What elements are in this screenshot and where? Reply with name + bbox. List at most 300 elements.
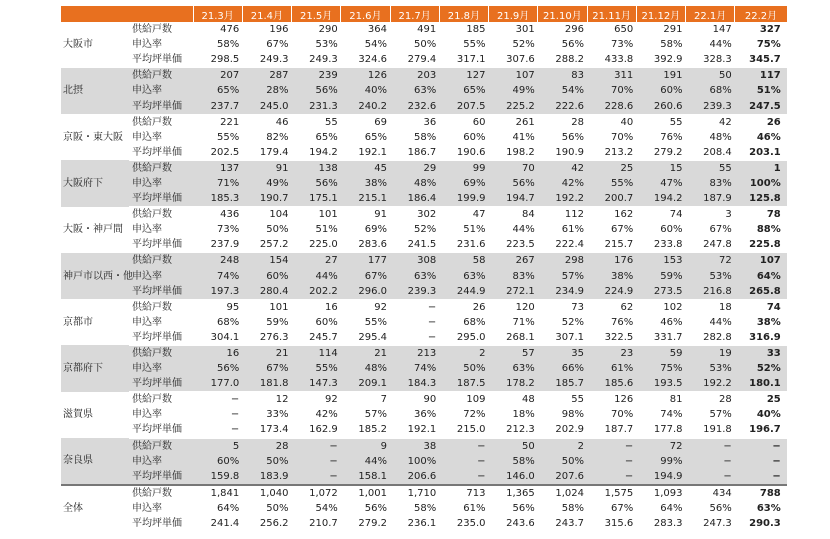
table-cell: 112 — [538, 207, 587, 223]
table-cell: 364 — [341, 22, 390, 37]
metric-label: 平均坪単価 — [129, 237, 193, 253]
metric-label: 平均坪単価 — [129, 52, 193, 68]
header-corner-metric — [129, 6, 193, 22]
table-cell: 1,001 — [341, 485, 390, 501]
table-cell: 56% — [341, 501, 390, 516]
table-cell: 49% — [242, 176, 291, 191]
table-cell: − — [193, 407, 242, 422]
table-cell: 187.7 — [587, 422, 636, 438]
table-cell: 198.2 — [489, 145, 538, 161]
table-cell: 304.1 — [193, 330, 242, 346]
region-group — [61, 438, 787, 485]
table-row — [61, 269, 787, 284]
table-cell: 107 — [735, 253, 787, 269]
table-cell: 287 — [242, 68, 291, 84]
metric-label: 申込率 — [129, 37, 193, 52]
table-cell: − — [439, 469, 488, 485]
table-cell: 247.3 — [686, 516, 735, 532]
region-name: 大阪府下 — [61, 160, 129, 206]
header-month: 21.3月 — [193, 6, 242, 22]
table-cell: 27 — [292, 253, 341, 269]
table-cell: 68% — [439, 315, 488, 330]
table-cell: 50% — [242, 222, 291, 237]
table-cell: 38% — [587, 269, 636, 284]
table-cell: 56% — [538, 37, 587, 52]
table-cell: 298.5 — [193, 52, 242, 68]
table-cell: 91 — [341, 207, 390, 223]
metric-label: 申込率 — [129, 407, 193, 422]
table-cell: 28 — [686, 392, 735, 408]
table-cell: 222.4 — [538, 237, 587, 253]
table-cell: 197.3 — [193, 284, 242, 300]
table-cell: 48% — [686, 130, 735, 145]
table-cell: 61% — [439, 501, 488, 516]
table-row — [61, 22, 787, 37]
table-cell: 228.6 — [587, 98, 636, 114]
table-cell: 38% — [735, 315, 787, 330]
table-cell: 225.8 — [735, 237, 787, 253]
table-cell: 100% — [735, 176, 787, 191]
table-cell: 650 — [587, 22, 636, 37]
table-cell: 224.9 — [587, 284, 636, 300]
table-cell: 153 — [636, 253, 685, 269]
table-cell: 185.2 — [341, 422, 390, 438]
table-cell: 70% — [587, 407, 636, 422]
header-month: 21.5月 — [292, 6, 341, 22]
table-cell: 72 — [636, 438, 685, 454]
table-cell: 249.3 — [242, 52, 291, 68]
table-cell: 99 — [439, 160, 488, 176]
table-cell: − — [686, 469, 735, 485]
table-cell: 192.1 — [390, 422, 439, 438]
table-cell: 137 — [193, 160, 242, 176]
table-cell: 215.7 — [587, 237, 636, 253]
table-cell: 178.2 — [489, 376, 538, 392]
table-cell: 21 — [341, 345, 390, 361]
table-cell: 36% — [390, 407, 439, 422]
table-cell: 265.8 — [735, 284, 787, 300]
table-cell: 290 — [292, 22, 341, 37]
metric-label: 平均坪単価 — [129, 376, 193, 392]
table-cell: 235.0 — [439, 516, 488, 532]
table-cell: 331.7 — [636, 330, 685, 346]
table-cell: 257.2 — [242, 237, 291, 253]
table-cell: 222.6 — [538, 98, 587, 114]
table-cell: 295.0 — [439, 330, 488, 346]
table-cell: 237.7 — [193, 98, 242, 114]
table-cell: 295.4 — [341, 330, 390, 346]
metric-label: 平均坪単価 — [129, 98, 193, 114]
table-cell: 177 — [341, 253, 390, 269]
table-cell: 82% — [242, 130, 291, 145]
table-cell: 221 — [193, 114, 242, 130]
table-cell: 54% — [538, 83, 587, 98]
table-cell: 25 — [735, 392, 787, 408]
table-row — [61, 438, 787, 454]
table-cell: 81 — [636, 392, 685, 408]
table-cell: 196 — [242, 22, 291, 37]
table-cell: 42 — [686, 114, 735, 130]
table-cell: 33% — [242, 407, 291, 422]
table-cell: 28% — [242, 83, 291, 98]
table-cell: 196.7 — [735, 422, 787, 438]
metric-label: 申込率 — [129, 315, 193, 330]
table-cell: 248 — [193, 253, 242, 269]
table-cell: 29 — [390, 160, 439, 176]
table-cell: 5 — [193, 438, 242, 454]
table-cell: 1,093 — [636, 485, 685, 501]
table-cell: 200.7 — [587, 191, 636, 207]
table-cell: 63% — [735, 501, 787, 516]
table-cell: 322.5 — [587, 330, 636, 346]
table-cell: 69% — [439, 176, 488, 191]
table-cell: 53% — [292, 37, 341, 52]
table-cell: 179.4 — [242, 145, 291, 161]
table-cell: 66% — [538, 361, 587, 376]
table-cell: 65% — [292, 130, 341, 145]
table-cell: 69% — [341, 222, 390, 237]
table-cell: 207.6 — [538, 469, 587, 485]
table-cell: 207.5 — [439, 98, 488, 114]
table-cell: 107 — [489, 68, 538, 84]
table-cell: 21 — [242, 345, 291, 361]
table-row — [61, 485, 787, 501]
table-cell: 48 — [489, 392, 538, 408]
table-row — [61, 130, 787, 145]
table-cell: 216.8 — [686, 284, 735, 300]
table-row — [61, 145, 787, 161]
metric-label: 供給戸数 — [129, 160, 193, 176]
table-cell: 280.4 — [242, 284, 291, 300]
table-cell: − — [292, 454, 341, 469]
table-cell: 247.5 — [735, 98, 787, 114]
table-cell: 47% — [636, 176, 685, 191]
table-row — [61, 516, 787, 532]
table-cell: 296 — [538, 22, 587, 37]
table-cell: 2 — [538, 438, 587, 454]
table-cell: 237.9 — [193, 237, 242, 253]
table-cell: 65% — [439, 83, 488, 98]
region-group — [61, 207, 787, 253]
table-cell: 324.6 — [341, 52, 390, 68]
table-cell: 73 — [538, 299, 587, 315]
region-group — [61, 299, 787, 345]
table-cell: 55 — [686, 160, 735, 176]
table-row — [61, 68, 787, 84]
table-cell: 58% — [390, 130, 439, 145]
metric-label: 供給戸数 — [129, 345, 193, 361]
region-name: 京都府下 — [61, 345, 129, 391]
table-cell: 67% — [587, 501, 636, 516]
table-cell: 225.2 — [489, 98, 538, 114]
table-cell: 183.9 — [242, 469, 291, 485]
table-row — [61, 83, 787, 98]
table-cell: 92 — [341, 299, 390, 315]
table-cell: 67% — [341, 269, 390, 284]
table-cell: 52% — [489, 37, 538, 52]
table-cell: 158.1 — [341, 469, 390, 485]
table-cell: 56% — [292, 176, 341, 191]
table-cell: 56% — [292, 83, 341, 98]
table-cell: 56% — [489, 176, 538, 191]
metric-label: 平均坪単価 — [129, 330, 193, 346]
table-cell: 58 — [439, 253, 488, 269]
table-cell: 240.2 — [341, 98, 390, 114]
table-cell: 239 — [292, 68, 341, 84]
table-row — [61, 376, 787, 392]
table-cell: 50 — [489, 438, 538, 454]
table-cell: 55 — [538, 392, 587, 408]
table-cell: 186.4 — [390, 191, 439, 207]
table-cell: 50% — [242, 501, 291, 516]
metric-label: 平均坪単価 — [129, 284, 193, 300]
table-cell: 491 — [390, 22, 439, 37]
table-cell: 232.6 — [390, 98, 439, 114]
table-cell: 28 — [538, 114, 587, 130]
table-cell: 1,575 — [587, 485, 636, 501]
metric-label: 申込率 — [129, 361, 193, 376]
metric-label: 申込率 — [129, 454, 193, 469]
table-cell: 328.3 — [686, 52, 735, 68]
table-cell: 49% — [489, 83, 538, 98]
table-cell: 1,841 — [193, 485, 242, 501]
metric-label: 平均坪単価 — [129, 145, 193, 161]
table-cell: 1,024 — [538, 485, 587, 501]
table-cell: 67% — [686, 222, 735, 237]
table-row — [61, 207, 787, 223]
table-row — [61, 253, 787, 269]
table-cell: 327 — [735, 22, 787, 37]
table-cell: 71% — [193, 176, 242, 191]
table-cell: 436 — [193, 207, 242, 223]
metric-label: 供給戸数 — [129, 68, 193, 84]
table-row — [61, 392, 787, 408]
table-cell: − — [390, 299, 439, 315]
table-cell: 1,040 — [242, 485, 291, 501]
region-name: 京阪・東大阪 — [61, 114, 129, 160]
table-cell: 244.9 — [439, 284, 488, 300]
region-name: 神戸市以西・他 — [61, 253, 129, 299]
table-row — [61, 191, 787, 207]
region-name: 大阪市 — [61, 22, 129, 68]
table-cell: 267 — [489, 253, 538, 269]
table-cell: 38 — [390, 438, 439, 454]
table-cell: 175.1 — [292, 191, 341, 207]
table-cell: 291 — [636, 22, 685, 37]
table-cell: 98% — [538, 407, 587, 422]
table-cell: 67% — [242, 37, 291, 52]
table-cell: 176 — [587, 253, 636, 269]
table-cell: 162.9 — [292, 422, 341, 438]
table-cell: 53% — [686, 269, 735, 284]
table-cell: 61% — [587, 361, 636, 376]
table-cell: 57% — [538, 269, 587, 284]
table-cell: 301 — [489, 22, 538, 37]
table-row — [61, 361, 787, 376]
table-cell: 90 — [390, 392, 439, 408]
table-cell: − — [193, 392, 242, 408]
table-cell: 210.7 — [292, 516, 341, 532]
table-cell: 42 — [538, 160, 587, 176]
table-cell: 202.9 — [538, 422, 587, 438]
table-cell: − — [686, 454, 735, 469]
header-month: 21.12月 — [636, 6, 685, 22]
header-month: 22.2月 — [735, 6, 787, 22]
table-cell: 126 — [341, 68, 390, 84]
table-cell: 185 — [439, 22, 488, 37]
table-cell: 52% — [390, 222, 439, 237]
table-cell: 74% — [636, 407, 685, 422]
region-name: 滋賀県 — [61, 392, 129, 438]
table-cell: − — [735, 454, 787, 469]
table-row — [61, 160, 787, 176]
table-cell: 44% — [686, 37, 735, 52]
table-cell: 38% — [341, 176, 390, 191]
header-month: 21.4月 — [242, 6, 291, 22]
table-cell: 239.3 — [390, 284, 439, 300]
table-cell: 1 — [735, 160, 787, 176]
table-row — [61, 98, 787, 114]
table-cell: 76% — [587, 315, 636, 330]
table-cell: 72 — [686, 253, 735, 269]
table-cell: 54% — [341, 37, 390, 52]
table-cell: 276.3 — [242, 330, 291, 346]
table-cell: 59 — [636, 345, 685, 361]
table-cell: 47 — [439, 207, 488, 223]
table-cell: 44% — [686, 315, 735, 330]
table-cell: 74% — [193, 269, 242, 284]
metric-label: 供給戸数 — [129, 485, 193, 501]
table-cell: 55% — [341, 315, 390, 330]
table-cell: 117 — [735, 68, 787, 84]
table-cell: 345.7 — [735, 52, 787, 68]
table-cell: 65% — [193, 83, 242, 98]
table-cell: 60% — [292, 315, 341, 330]
supply-table-container — [61, 6, 784, 532]
table-cell: 60% — [636, 83, 685, 98]
table-cell: 55% — [193, 130, 242, 145]
table-cell: 56% — [489, 501, 538, 516]
table-cell: 48% — [341, 361, 390, 376]
table-cell: 191 — [636, 68, 685, 84]
table-cell: 74 — [735, 299, 787, 315]
table-cell: 231.6 — [439, 237, 488, 253]
table-cell: 208.4 — [686, 145, 735, 161]
metric-label: 平均坪単価 — [129, 516, 193, 532]
table-cell: 58% — [538, 501, 587, 516]
header-month: 21.7月 — [390, 6, 439, 22]
table-cell: 36 — [390, 114, 439, 130]
header-month: 21.10月 — [538, 6, 587, 22]
metric-label: 供給戸数 — [129, 392, 193, 408]
region-name: 北摂 — [61, 68, 129, 114]
condo-supply-table — [61, 6, 787, 532]
table-cell: 83% — [489, 269, 538, 284]
table-cell: 12 — [242, 392, 291, 408]
header-month: 22.1月 — [686, 6, 735, 22]
table-cell: 290.3 — [735, 516, 787, 532]
table-cell: 202.5 — [193, 145, 242, 161]
table-cell: 63% — [390, 83, 439, 98]
table-cell: 283.6 — [341, 237, 390, 253]
table-cell: 233.8 — [636, 237, 685, 253]
table-cell: 46% — [636, 315, 685, 330]
metric-label: 申込率 — [129, 501, 193, 516]
table-cell: 58% — [193, 37, 242, 52]
table-cell: 102 — [636, 299, 685, 315]
table-cell: 101 — [292, 207, 341, 223]
table-cell: 74% — [390, 361, 439, 376]
table-cell: 16 — [292, 299, 341, 315]
table-cell: 225.0 — [292, 237, 341, 253]
table-cell: 95 — [193, 299, 242, 315]
table-cell: 70% — [587, 130, 636, 145]
table-cell: 19 — [686, 345, 735, 361]
table-cell: 192.2 — [686, 376, 735, 392]
table-cell: 272.1 — [489, 284, 538, 300]
metric-label: 供給戸数 — [129, 22, 193, 37]
table-cell: 59% — [242, 315, 291, 330]
metric-label: 供給戸数 — [129, 114, 193, 130]
table-cell: 55 — [636, 114, 685, 130]
table-cell: 50% — [439, 361, 488, 376]
table-cell: 434 — [686, 485, 735, 501]
table-row — [61, 407, 787, 422]
table-cell: 2 — [439, 345, 488, 361]
table-cell: 192.2 — [538, 191, 587, 207]
table-cell: 58% — [636, 37, 685, 52]
region-group — [61, 345, 787, 391]
table-cell: 138 — [292, 160, 341, 176]
region-name: 全体 — [61, 485, 129, 532]
table-cell: 42% — [292, 407, 341, 422]
table-cell: 308 — [390, 253, 439, 269]
table-cell: 194.2 — [292, 145, 341, 161]
table-cell: 64% — [636, 501, 685, 516]
table-cell: − — [686, 438, 735, 454]
table-cell: 73% — [587, 37, 636, 52]
table-cell: 185.6 — [587, 376, 636, 392]
table-cell: 126 — [587, 392, 636, 408]
table-cell: 315.6 — [587, 516, 636, 532]
table-cell: 58% — [390, 501, 439, 516]
table-cell: 73% — [193, 222, 242, 237]
metric-label: 申込率 — [129, 130, 193, 145]
table-cell: 57% — [686, 407, 735, 422]
table-cell: − — [587, 469, 636, 485]
header-month: 21.11月 — [587, 6, 636, 22]
region-name: 奈良県 — [61, 438, 129, 485]
table-row — [61, 454, 787, 469]
metric-label: 供給戸数 — [129, 438, 193, 454]
table-cell: − — [390, 315, 439, 330]
table-cell: 234.9 — [538, 284, 587, 300]
table-cell: 15 — [636, 160, 685, 176]
table-cell: 215.0 — [439, 422, 488, 438]
metric-label: 供給戸数 — [129, 207, 193, 223]
region-name: 京都市 — [61, 299, 129, 345]
region-group — [61, 114, 787, 160]
table-cell: 60% — [242, 269, 291, 284]
table-row — [61, 299, 787, 315]
region-group — [61, 253, 787, 299]
table-cell: 62 — [587, 299, 636, 315]
table-cell: 203.1 — [735, 145, 787, 161]
table-cell: 67% — [242, 361, 291, 376]
table-cell: 185.3 — [193, 191, 242, 207]
table-cell: − — [390, 330, 439, 346]
table-cell: 307.1 — [538, 330, 587, 346]
